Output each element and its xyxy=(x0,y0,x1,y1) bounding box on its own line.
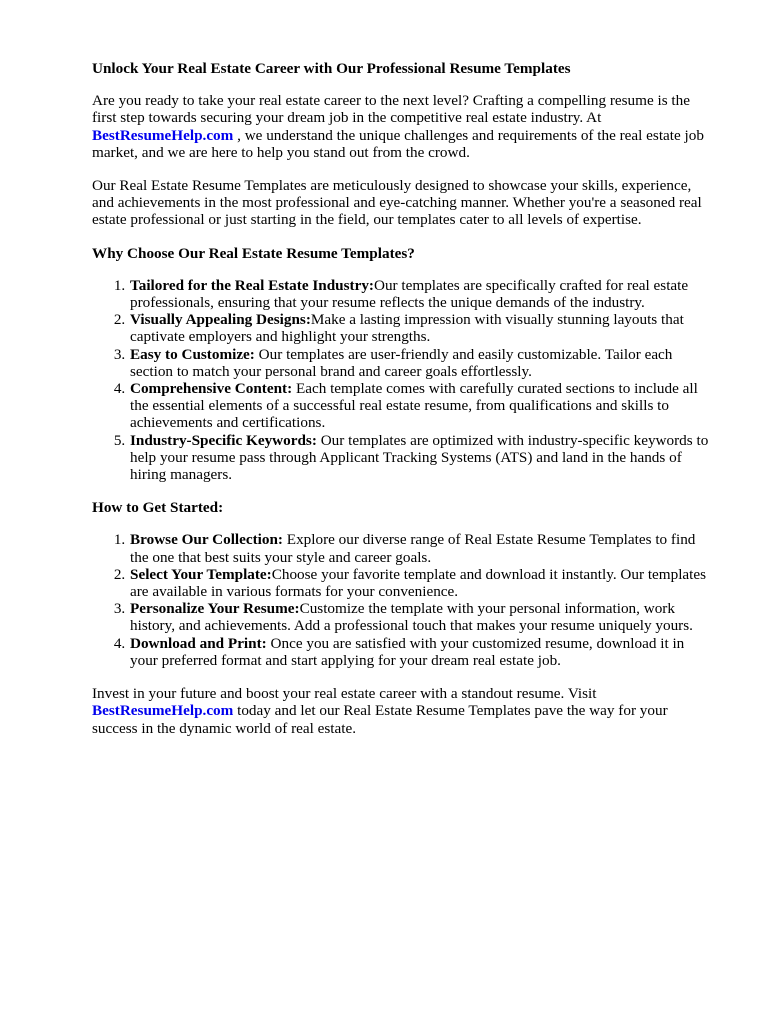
closing-text-after-link: today and let our Real Estate Resume Templates pave the way for your success in the dynamic world of real estate. xyxy=(92,702,668,737)
list-item-text: Our templates are optimized with industry-specific keywords to help your resume pass through Applicant Tracking Systems (ATS) and land in the hands of hiring managers. xyxy=(130,431,709,484)
intro-site-link[interactable]: BestResumeHelp.com xyxy=(92,126,234,144)
list-item-term: Download and Print: xyxy=(130,634,267,652)
list-item xyxy=(129,635,714,669)
get-started-list xyxy=(92,531,714,669)
list-item-text: Each template comes with carefully curated sections to include all the essential elements of a successful real estate resume, from qualifications and skills to achievements and certifications. xyxy=(130,380,698,432)
templates-paragraph: Our Real Estate Resume Templates are meticulously designed to showcase your skills, experience, and achievements in the most professional and eye-catching manner. Whether you're a seasoned real estate professional or just starting in the field, our templates cater to all levels of expertise. xyxy=(92,177,702,229)
list-item-text: Explore our diverse range of Real Estate Resume Templates to find the one that best suits your style and career goals. xyxy=(130,531,696,566)
list-item-term: Select Your Template: xyxy=(130,565,272,583)
list-item-term: Industry-Specific Keywords: xyxy=(130,431,317,449)
list-item-term: Personalize Your Resume: xyxy=(130,600,300,618)
list-item xyxy=(129,380,714,432)
list-item-text: Our templates are specifically crafted for real estate professionals, ensuring that your resume reflects the unique demands of the industry. xyxy=(130,276,689,312)
closing-paragraph xyxy=(92,685,714,737)
list-item-text: Once you are satisfied with your customized resume, download it in your preferred format and start applying for your dream real estate job. xyxy=(130,634,685,669)
list-item-text: Our templates are user-friendly and easily customizable. Tailor each section to match your personal brand and career goals effortlessly. xyxy=(130,345,673,380)
list-item-term: Easy to Customize: xyxy=(130,345,255,363)
list-item-term: Comprehensive Content: xyxy=(130,380,293,398)
list-item xyxy=(129,600,714,634)
list-item xyxy=(129,346,714,380)
list-item xyxy=(129,531,714,565)
list-item-text: Choose your favorite template and download it instantly. Our templates are available in various formats for your convenience. xyxy=(130,565,707,601)
why-choose-heading: Why Choose Our Real Estate Resume Templates? xyxy=(92,244,415,262)
list-item xyxy=(129,277,714,311)
intro-paragraph xyxy=(92,92,714,161)
list-item-term: Tailored for the Real Estate Industry: xyxy=(130,276,374,294)
list-item xyxy=(129,432,714,484)
get-started-heading: How to Get Started: xyxy=(92,499,224,517)
list-item xyxy=(129,311,714,345)
list-item-term: Visually Appealing Designs: xyxy=(130,311,311,329)
why-choose-list xyxy=(92,277,714,483)
list-item-text: Make a lasting impression with visually stunning layouts that captivate employers and highlight your strengths. xyxy=(130,311,684,346)
intro-text-after-link: , we understand the unique challenges and requirements of the real estate job market, and we are here to help you stand out from the crowd. xyxy=(92,126,704,161)
page-title: Unlock Your Real Estate Career with Our Professional Resume Templates xyxy=(92,60,571,77)
intro-text-before-link: Are you ready to take your real estate career to the next level? Crafting a compelling resume is the first step towards securing your dream job in the competitive real estate industry. At xyxy=(92,92,690,127)
closing-text-before-link: Invest in your future and boost your real estate career with a standout resume. Visit xyxy=(92,685,597,703)
list-item xyxy=(129,566,714,600)
list-item-text: Customize the template with your personal information, work history, and achievements. Add a professional touch that makes your resume uniquely yours. xyxy=(130,600,693,635)
closing-site-link[interactable]: BestResumeHelp.com xyxy=(92,702,234,720)
list-item-term: Browse Our Collection: xyxy=(130,531,283,549)
